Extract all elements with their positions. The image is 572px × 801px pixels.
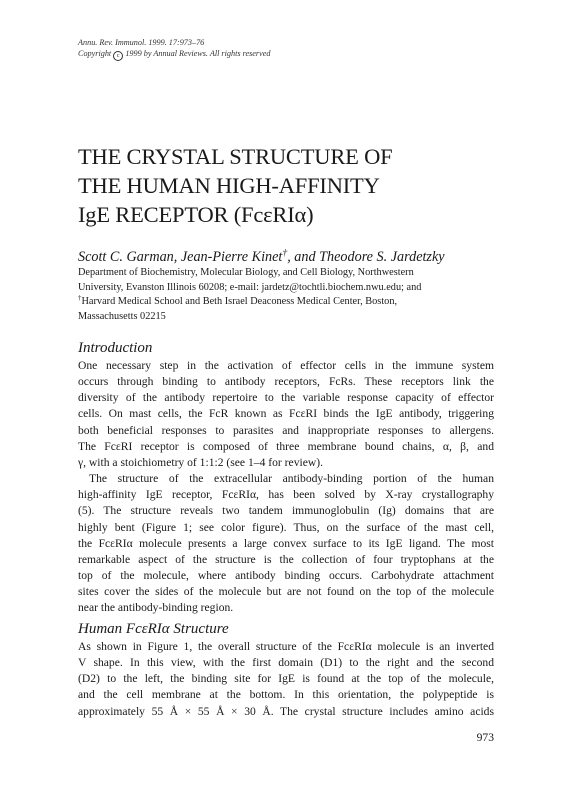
introduction-body xyxy=(78,358,494,617)
body-line: sites cover the sides of the molecule but are not found on the top of the molecule xyxy=(78,585,494,599)
body-line: approximately 55 Å × 55 Å × 30 Å. The crystal structure includes amino acids xyxy=(78,704,494,718)
body-line: top of the molecule, where antibody binding occurs. Carbohydrate attachment xyxy=(78,569,494,583)
affiliation-line-2: University, Evanston Illinois 60208; e-mail: jardetz@tochtli.biochem.nwu.edu; and xyxy=(78,281,422,293)
affiliation-line-3-text: Harvard Medical School and Beth Israel Deaconess Medical Center, Boston, xyxy=(81,296,398,308)
author-list xyxy=(78,248,518,266)
title-line-1: THE CRYSTAL STRUCTURE OF xyxy=(78,144,393,169)
body-line: The structure of the extracellular antibody-binding portion of the human xyxy=(89,472,494,486)
copyright-suffix: 1999 by Annual Reviews. All rights reserved xyxy=(125,49,271,58)
affiliation-dagger: † xyxy=(78,294,82,303)
structure-body xyxy=(78,639,494,720)
body-line: near the antibody-binding region. xyxy=(78,601,234,615)
title-line-3: IgE RECEPTOR (FcεRIα) xyxy=(78,202,314,227)
body-line: V shape. In this view, with the first domain (D1) to the right and the second xyxy=(78,656,494,670)
body-line: and the cell membrane at the bottom. In this orientation, the polypeptide is xyxy=(78,688,494,702)
article-title xyxy=(78,142,518,229)
body-line: (D2) to the left, the binding site for IgE is found at the top of the molecule, xyxy=(78,672,494,686)
journal-citation: Annu. Rev. Immunol. 1999. 17:973–76 xyxy=(78,38,205,47)
affiliation-line-3 xyxy=(78,295,518,310)
body-line: The FcεRI receptor is composed of three membrane bound chains, α, β, and xyxy=(78,439,494,453)
copyright-line xyxy=(78,48,270,61)
copyright-prefix: Copyright xyxy=(78,49,112,58)
page-number: 973 xyxy=(476,731,494,744)
author-dagger: † xyxy=(282,247,288,259)
body-line: diversity of the antibody repertoire to the variable response capacity of effector xyxy=(78,391,494,405)
copyright-symbol: c xyxy=(113,51,123,61)
body-line: One necessary step in the activation of effector cells in the immune system xyxy=(78,359,494,372)
body-line: remarkable aspect of the structure is the collection of four tryptophans at the xyxy=(78,552,494,566)
body-line: As shown in Figure 1, the overall structure of the FcεRIα molecule is an inverted xyxy=(78,640,494,653)
affiliations xyxy=(78,266,518,324)
authors-part-2: , and Theodore S. Jardetzky xyxy=(287,249,445,265)
title-line-2: THE HUMAN HIGH-AFFINITY xyxy=(78,173,380,198)
journal-header xyxy=(78,37,270,61)
body-line: high-affinity IgE receptor, FcεRIα, has been solved by X-ray crystallography xyxy=(78,488,494,502)
affiliation-line-1: Department of Biochemistry, Molecular Biology, and Cell Biology, Northwestern xyxy=(78,267,414,278)
body-line: γ, with a stoichiometry of 1:1:2 (see 1–4 for review). xyxy=(78,455,323,469)
section-heading-introduction: Introduction xyxy=(78,340,153,356)
body-line: occurs through binding to antibody receptors, FcRs. These receptors link the xyxy=(78,375,494,389)
section-heading-structure: Human FcεRIα Structure xyxy=(78,621,229,637)
affiliation-line-4: Massachusetts 02215 xyxy=(78,310,166,322)
body-line: both beneficial responses to parasites and inappropriate responses to allergens. xyxy=(78,423,494,437)
body-line: cells. On mast cells, the FcR known as FcεRI binds the IgE antibody, triggering xyxy=(78,407,494,421)
body-line: the FcεRIα molecule presents a large convex surface to its IgE ligand. The most xyxy=(78,536,494,550)
authors-part-1: Scott C. Garman, Jean-Pierre Kinet xyxy=(78,249,283,265)
body-line: (5). The structure reveals two tandem immunoglobulin (Ig) domains that are xyxy=(78,504,494,518)
body-line: highly bent (Figure 1; see color figure). Thus, on the surface of the mast cell, xyxy=(78,520,494,534)
